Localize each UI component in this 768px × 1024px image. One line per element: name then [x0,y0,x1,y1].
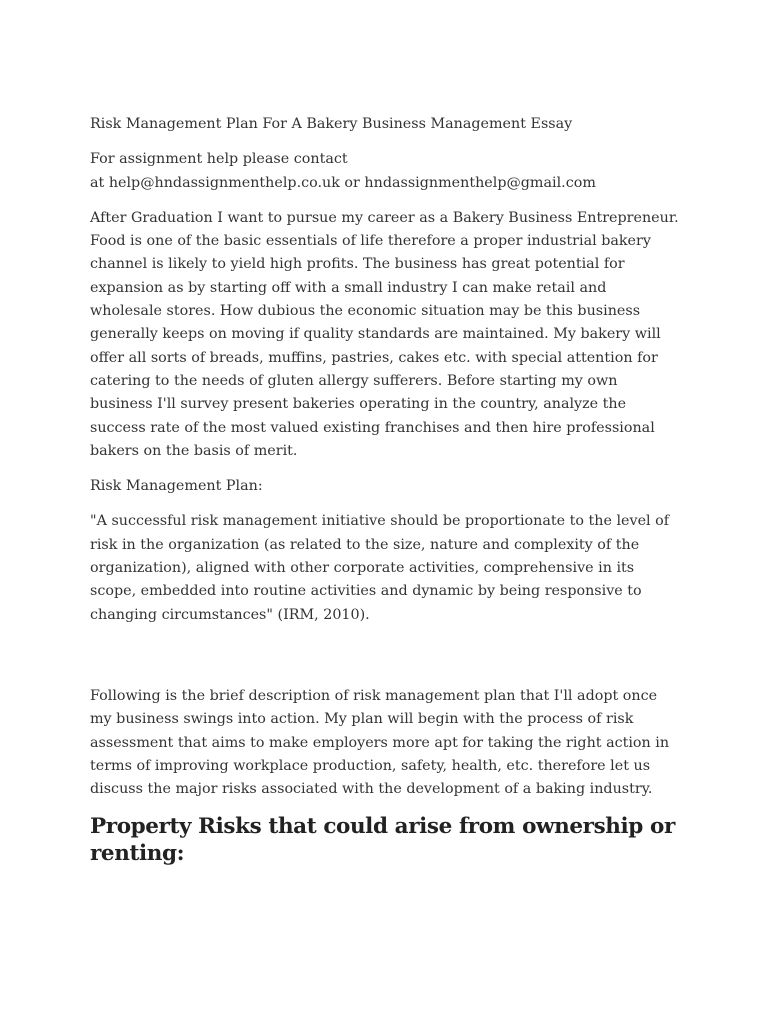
document-page [90,113,682,867]
blank-space [90,627,682,685]
contact-info [90,148,682,195]
contact-line-1: For assignment help please contact [90,151,348,168]
document-title: Risk Management Plan For A Bakery Business Management Essay [90,116,573,132]
following-paragraph: Following is the brief description of risk management plan that I'll adopt once my business swings into action. My plan will begin with the process of risk assessment that aims to make employers more apt for taking the right action in terms of improving workplace production, safety, health, etc. therefore let us discuss the major risks associated with the development of a baking industry. [90,687,670,798]
contact-line-2: at help@hndassignmenthelp.co.uk or hndassignmenthelp@gmail.com [90,174,596,191]
intro-paragraph: After Graduation I want to pursue my career as a Bakery Business Entrepreneur. Food is one of the basic essentials of life therefore a proper industrial bakery channel is likely to yield high profits. The business has great potential for expansion as by starting off with a small industry I can make retail and wholesale stores. How dubious the economic situation may be this business generally keeps on moving if quality standards are maintained. My bakery will offer all sorts of breads, muffins, pastries, cakes etc. with special attention for catering to the needs of gluten allergy sufferers. Before starting my own business I'll survey present bakeries operating in the country, analyze the success rate of the most valued existing franchises and then hire professional bakers on the basis of merit. [90,209,679,459]
irm-quote-paragraph: "A successful risk management initiative should be proportionate to the level of risk in the organization (as related to the size, nature and complexity of the organization), aligned with other corporate activities, comprehensive in its scope, embedded into routine activities and dynamic by being responsive to changing circumstances" (IRM, 2010). [90,513,670,623]
section-heading-property-risks: Property Risks that could arise from ownership or renting: [90,814,675,867]
risk-management-plan-label: Risk Management Plan: [90,478,263,495]
